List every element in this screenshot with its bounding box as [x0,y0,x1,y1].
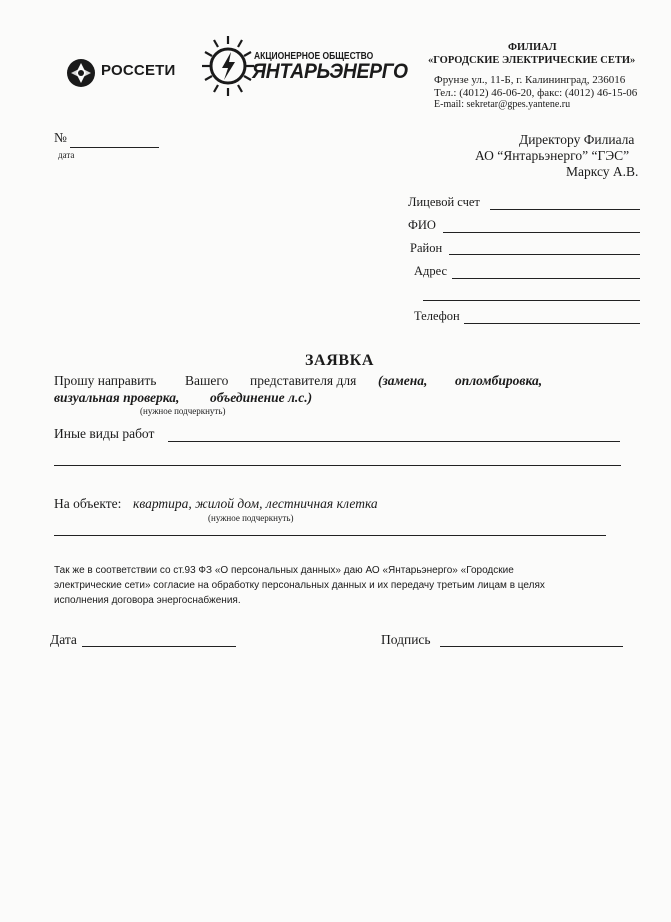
object-underline-note: (нужное подчеркнуть) [208,513,294,523]
phone-label: Телефон [414,309,460,323]
branch-name: «ГОРОДСКИЕ ЭЛЕКТРИЧЕСКИЕ СЕТИ» [428,55,636,66]
request-option-replacement[interactable]: (замена, [378,373,428,388]
consent-line-2: электрические сети» согласие на обработку персональных данных и их передачу третьим лицам в целях [54,580,545,591]
request-text-2: Вашего [185,373,229,388]
district-field[interactable] [449,254,640,255]
date-label: Дата [50,632,77,647]
rosseti-logo-icon [66,58,96,88]
address-label: Адрес [414,264,448,278]
account-label: Лицевой счет [408,195,480,209]
yantarenergo-logo-text: ЯНТАРЬЭНЕРГО [252,60,408,83]
object-options[interactable]: квартира, жилой дом, лестничная клетка [133,496,378,511]
object-field-line[interactable] [54,535,606,536]
other-works-field[interactable] [168,441,620,442]
date-field[interactable] [82,646,236,647]
yantarenergo-logo-icon [200,32,256,100]
request-option-visual-check[interactable]: визуальная проверка, [54,390,180,405]
object-label: На объекте: [54,496,122,511]
yantarenergo-company-type: АКЦИОНЕРНОЕ ОБЩЕСТВО [254,51,374,62]
doc-date-caption: дата [58,150,75,160]
address-field[interactable] [452,278,640,279]
other-works-label: Иные виды работ [54,426,155,441]
request-text-3: представителя для [250,373,357,388]
consent-line-1: Так же в соответствии со ст.93 ФЗ «О персональных данных» даю АО «Янтарьэнерго» «Городские [54,565,514,576]
account-field[interactable] [490,209,640,210]
district-label: Район [410,241,443,255]
signature-field[interactable] [440,646,623,647]
fio-label: ФИО [408,218,436,232]
branch-phone: Тел.: (4012) 46-06-20, факс: (4012) 46-15-06 [434,87,638,99]
signature-label: Подпись [381,632,431,647]
doc-number-line[interactable] [70,147,159,148]
request-option-merge[interactable]: объединение л.с.) [210,390,313,405]
fio-field[interactable] [443,232,640,233]
addressee-company: АО “Янтарьэнерго” “ГЭС” [475,148,630,163]
addressee-title: Директору Филиала [519,132,635,147]
request-text-1: Прошу направить [54,373,157,388]
doc-number-label: № [54,130,67,145]
rosseti-logo-text: РОССЕТИ [101,62,176,79]
branch-label: ФИЛИАЛ [508,42,557,53]
request-underline-note: (нужное подчеркнуть) [140,406,226,416]
form-title: ЗАЯВКА [305,352,374,369]
addressee-name: Марксу А.В. [566,164,639,179]
consent-line-3: исполнения договора энергоснабжения. [54,595,241,606]
address-field-line2[interactable] [423,300,640,301]
phone-field[interactable] [464,323,640,324]
other-works-field-line2[interactable] [54,465,621,466]
request-option-sealing[interactable]: опломбировка, [455,373,543,388]
branch-address: Фрунзе ул., 11-Б, г. Калининград, 236016 [434,74,626,86]
branch-email: E-mail: sekretar@gpes.yantene.ru [434,99,571,110]
